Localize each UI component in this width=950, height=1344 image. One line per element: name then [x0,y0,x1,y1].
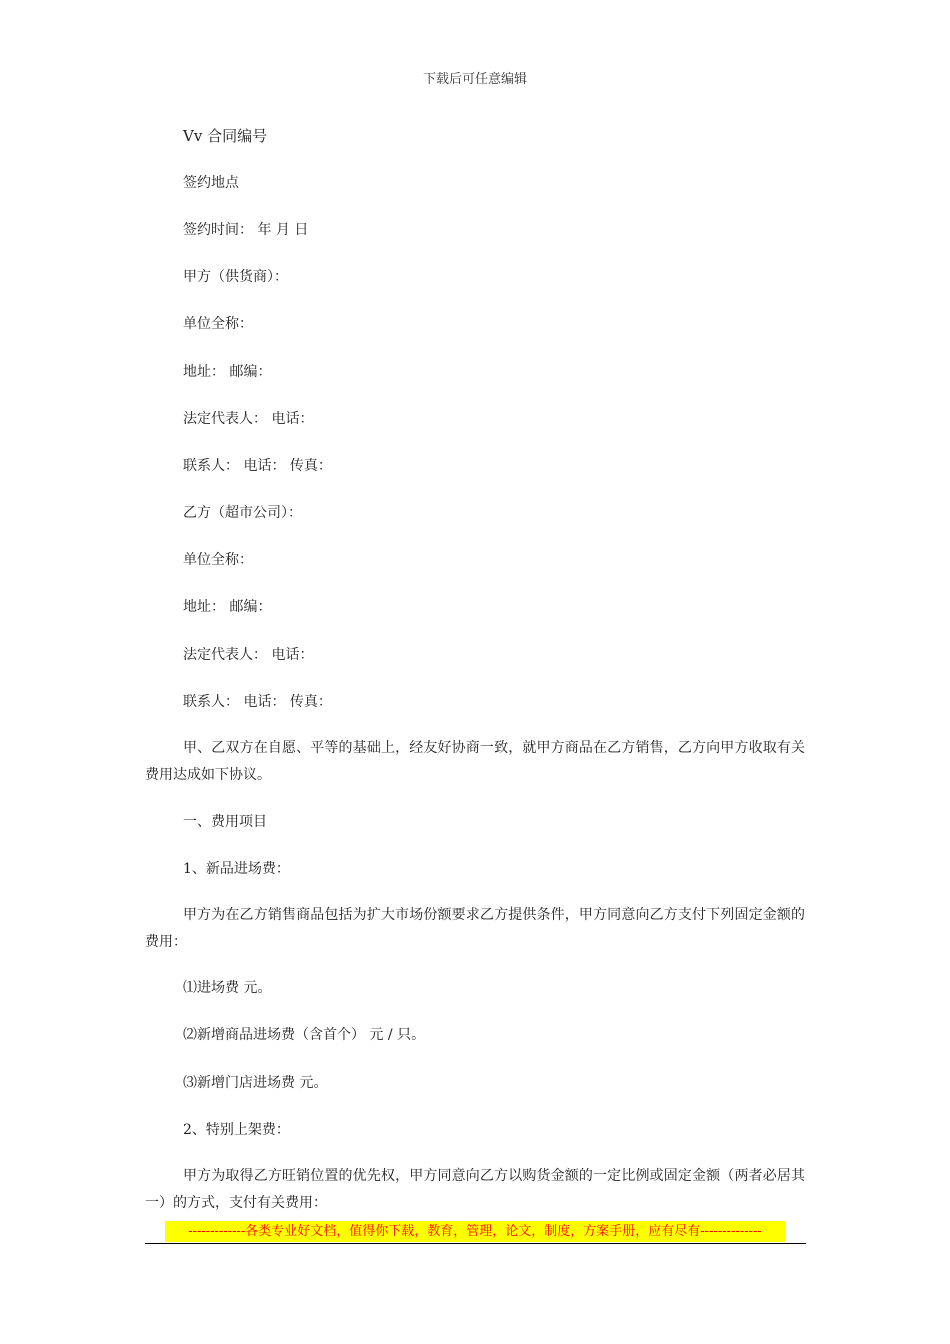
party-a-legal-rep: 法定代表人： 电话： [183,411,314,427]
signing-time-field: 签约时间： 年 月 日 [183,222,309,238]
footer-divider [145,1243,806,1244]
signing-location-field: 签约地点 [183,175,239,191]
item-1-sub-3: ⑶新增门店进场费 元。 [183,1075,328,1091]
party-a-contact: 联系人： 电话： 传真： [183,458,332,474]
item-2-title: 2、特别上架费： [183,1122,290,1138]
item-1-description: 甲方为在乙方销售商品包括为扩大市场份额要求乙方提供条件，甲方同意向乙方支付下列固定金额的费用： [145,907,805,950]
party-a-address: 地址： 邮编： [183,364,272,380]
party-a-company-name: 单位全称： [183,316,253,332]
item-1-title: 1、新品进场费： [183,861,290,877]
party-b-address: 地址： 邮编： [183,599,272,615]
party-b-legal-rep: 法定代表人： 电话： [183,647,314,663]
item-1-sub-2: ⑵新增商品进场费（含首个） 元 / 只。 [183,1027,426,1043]
promo-banner: -------------各类专业好文档，值得你下载，教育，管理，论文，制度，方案手册，应有尽有-------------- [165,1221,785,1242]
party-b-heading: 乙方（超市公司）： [183,505,302,521]
party-a-heading: 甲方（供货商）： [183,269,288,285]
section-1-title: 一、费用项目 [183,814,267,830]
page-header: 下载后可任意编辑 [422,72,527,87]
party-b-company-name: 单位全称： [183,552,253,568]
item-1-sub-1: ⑴进场费 元。 [183,980,272,996]
contract-number-field: Vv 合同编号 [183,127,268,145]
item-2-description: 甲方为取得乙方旺销位置的优先权，甲方同意向乙方以购货金额的一定比例或固定金额（两者必居其一）的方式，支付有关费用： [145,1168,805,1211]
intro-paragraph: 甲、乙双方在自愿、平等的基础上，经友好协商一致，就甲方商品在乙方销售，乙方向甲方收取有关费用达成如下协议。 [145,740,805,783]
party-b-contact: 联系人： 电话： 传真： [183,694,332,710]
